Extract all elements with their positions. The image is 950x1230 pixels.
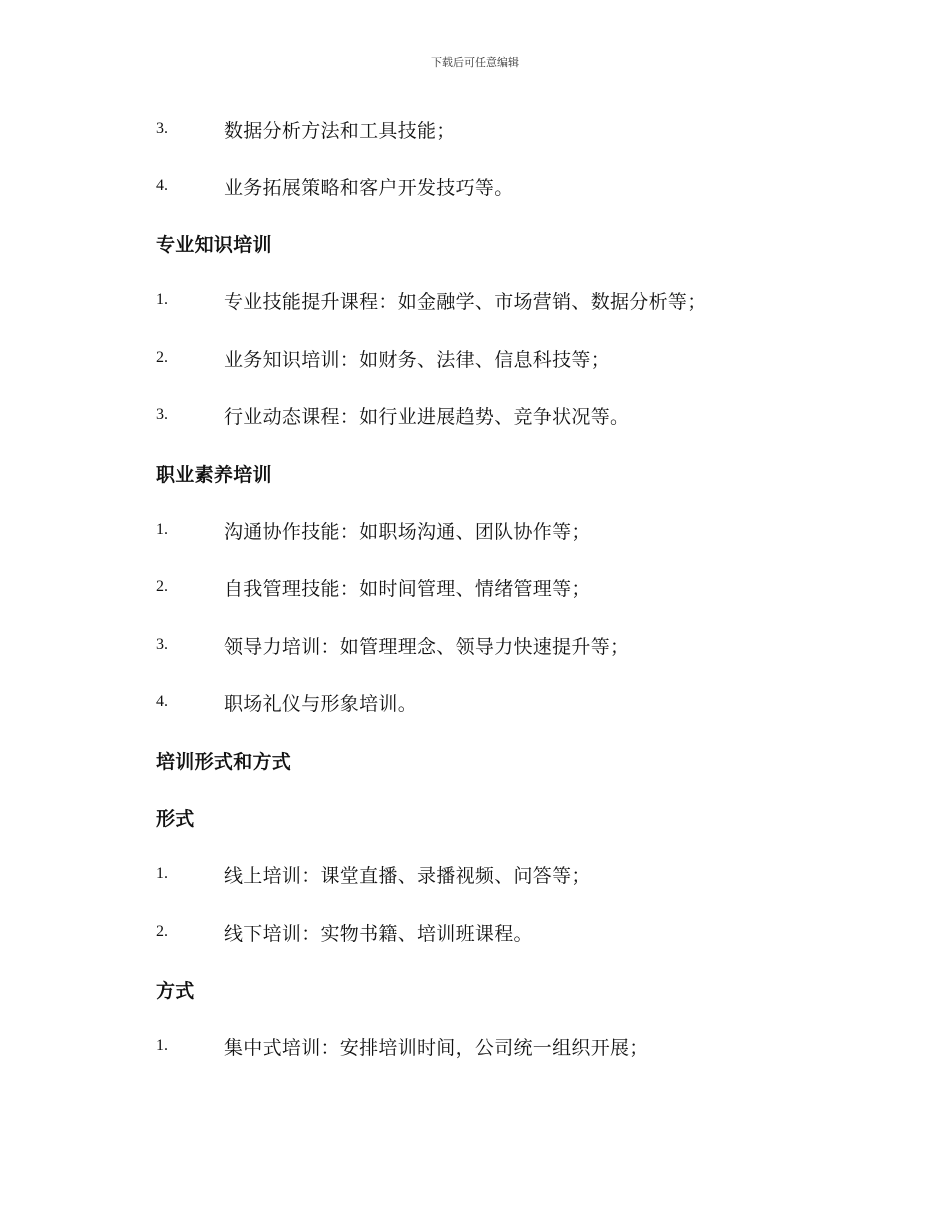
list-number: 1. — [156, 521, 168, 538]
list-text: 职场礼仪与形象培训。 — [224, 692, 418, 715]
list-item — [156, 630, 910, 660]
list-text: 业务拓展策略和客户开发技巧等。 — [224, 176, 514, 199]
section-heading — [156, 974, 910, 1004]
list-item — [156, 285, 910, 315]
list-item — [156, 1031, 910, 1061]
list-text: 线下培训：实物书籍、培训班课程。 — [224, 922, 533, 945]
list-text: 行业动态课程：如行业进展趋势、竞争状况等。 — [224, 405, 630, 428]
list-number: 4. — [156, 177, 168, 194]
heading-text: 形式 — [156, 807, 195, 830]
section-heading — [156, 802, 910, 832]
list-item — [156, 917, 910, 947]
list-text: 专业技能提升课程：如金融学、市场营销、数据分析等； — [224, 290, 707, 313]
section-heading — [156, 458, 910, 488]
list-number: 1. — [156, 865, 168, 882]
list-item — [156, 171, 910, 201]
page-header: 下载后可任意编辑 — [431, 56, 519, 69]
section-heading — [156, 745, 910, 775]
list-item — [156, 114, 910, 144]
list-item — [156, 400, 910, 430]
list-item — [156, 859, 910, 889]
list-number: 1. — [156, 1037, 168, 1054]
section-heading — [156, 228, 910, 258]
heading-text: 专业知识培训 — [156, 233, 272, 256]
list-item — [156, 343, 910, 373]
list-text: 沟通协作技能：如职场沟通、团队协作等； — [224, 520, 591, 543]
heading-text: 职业素养培训 — [156, 463, 272, 486]
list-text: 领导力培训：如管理理念、领导力快速提升等； — [224, 635, 630, 658]
heading-text: 方式 — [156, 979, 195, 1002]
list-item — [156, 572, 910, 602]
list-text: 集中式培训：安排培训时间，公司统一组织开展； — [224, 1036, 649, 1059]
list-number: 2. — [156, 578, 168, 595]
list-item — [156, 515, 910, 545]
list-number: 4. — [156, 693, 168, 710]
list-number: 2. — [156, 349, 168, 366]
list-number: 3. — [156, 406, 168, 423]
list-text: 线上培训：课堂直播、录播视频、问答等； — [224, 864, 591, 887]
list-text: 自我管理技能：如时间管理、情绪管理等； — [224, 577, 591, 600]
list-number: 2. — [156, 923, 168, 940]
list-text: 业务知识培训：如财务、法律、信息科技等； — [224, 348, 611, 371]
heading-text: 培训形式和方式 — [156, 750, 292, 773]
list-number: 3. — [156, 636, 168, 653]
list-item — [156, 687, 910, 717]
list-text: 数据分析方法和工具技能； — [224, 119, 456, 142]
list-number: 1. — [156, 291, 168, 308]
list-number: 3. — [156, 120, 168, 137]
